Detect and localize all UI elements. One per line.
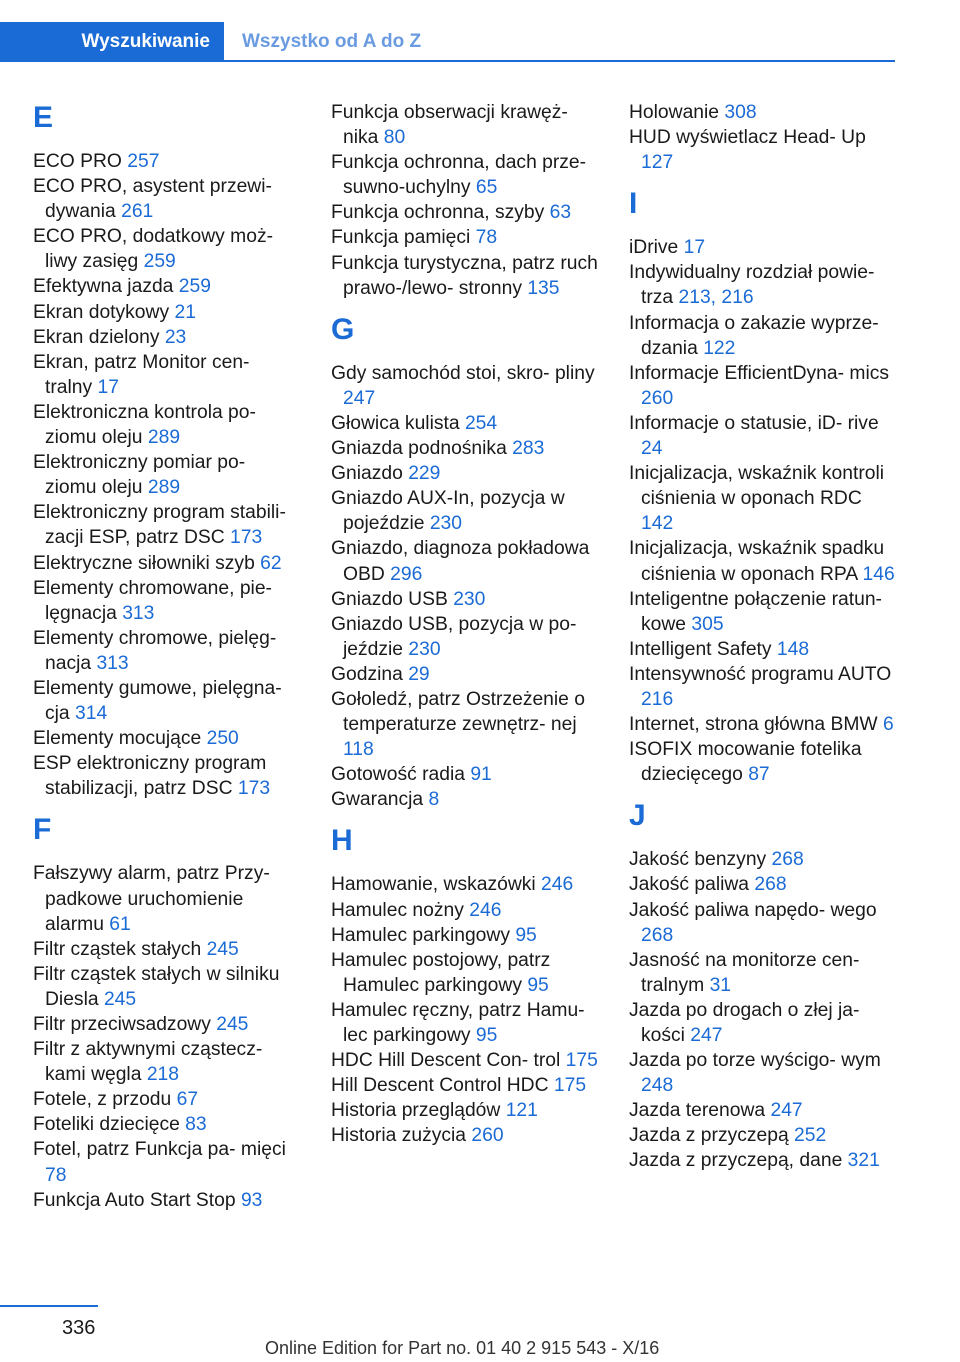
index-entry xyxy=(33,551,301,576)
index-column-1 xyxy=(33,100,301,1213)
index-entry-text: Internet, strona główna BMW xyxy=(629,714,883,736)
page-reference-link[interactable]: 62 xyxy=(260,552,282,574)
index-entry-text: Efektywna jazda xyxy=(33,276,179,298)
index-entry xyxy=(629,100,897,125)
page-reference-link[interactable]: 148 xyxy=(776,638,810,660)
index-entry-text: Hamowanie, wskazówki xyxy=(331,874,542,896)
index-entry-text: Jazda po drogach o złej ja‐ kości xyxy=(629,999,860,1046)
index-entry-text: Fotele, z przodu xyxy=(33,1089,177,1111)
page-reference-link[interactable]: 321 xyxy=(847,1150,880,1172)
index-entry xyxy=(331,762,599,787)
page-reference-link[interactable]: 93 xyxy=(240,1189,263,1211)
index-entry-text: Filtr cząstek stałych w silniku Diesla xyxy=(33,963,280,1010)
index-entry xyxy=(331,461,599,486)
index-entry xyxy=(629,235,897,260)
section-letter: H xyxy=(331,824,353,858)
index-column-3 xyxy=(629,100,897,1174)
page-reference-link[interactable]: 127 xyxy=(641,152,674,174)
index-entry-text: ISOFIX mocowanie fotelika dziecięcego xyxy=(629,739,862,786)
index-entry-text: Historia przeglądów xyxy=(331,1100,506,1122)
index-entry-text: Hamulec postojowy, patrz Hamulec parkingowy xyxy=(331,949,551,996)
index-entry-text: Hamulec ręczny, patrz Hamu‐ lec parkingowy xyxy=(331,999,585,1046)
page-reference-link[interactable]: 80 xyxy=(383,127,406,149)
index-entry xyxy=(629,361,897,411)
page-reference-link[interactable]: 29 xyxy=(408,663,430,685)
index-entry-text: Funkcja turystyczna, patrz ruch prawo-/lewo‐ stronny xyxy=(331,252,598,299)
index-entry xyxy=(331,150,599,200)
index-entry-text: Elektroniczny pomiar po‐ ziomu oleju xyxy=(33,452,246,499)
index-entry xyxy=(33,450,301,500)
page-reference-link[interactable]: 173 xyxy=(230,527,263,549)
index-entry-text: Jazda z przyczepą xyxy=(629,1125,795,1147)
index-entry-text: Jazda terenowa xyxy=(629,1100,771,1122)
index-entry xyxy=(629,1123,897,1148)
index-entry xyxy=(331,662,599,687)
page-reference-link[interactable]: 246 xyxy=(541,874,574,896)
page-reference-link[interactable]: 313 xyxy=(122,602,155,624)
section-letter: G xyxy=(331,312,355,346)
index-entry xyxy=(629,948,897,998)
index-entry xyxy=(629,1148,897,1173)
header-divider xyxy=(224,60,895,62)
index-entry xyxy=(331,872,599,897)
index-entry-text: iDrive xyxy=(629,237,684,259)
index-entry xyxy=(33,350,301,400)
index-entry xyxy=(629,536,897,586)
index-entry xyxy=(629,872,897,897)
index-entry xyxy=(331,1098,599,1123)
page-reference-link[interactable]: 268 xyxy=(641,924,674,946)
index-entry-text: Jazda z przyczepą, dane xyxy=(629,1150,848,1172)
index-entry xyxy=(331,225,599,250)
index-entry xyxy=(33,325,301,350)
page-reference-link[interactable]: 246 xyxy=(469,899,502,921)
index-entry-text: Intelligent Safety xyxy=(629,638,777,660)
index-entry-text: Ekran dzielony xyxy=(33,326,165,348)
index-entry-text: Gniazdo, diagnoza pokładowa OBD xyxy=(331,538,590,585)
index-entry xyxy=(331,486,599,536)
page-reference-link[interactable]: 260 xyxy=(641,387,674,409)
page-reference-link[interactable]: 254 xyxy=(464,412,498,434)
page-reference-link[interactable]: 230 xyxy=(408,638,441,660)
tab-search[interactable]: Wyszukiwanie xyxy=(0,22,224,62)
index-entry-text: Gdy samochód stoi, skro‐ pliny xyxy=(331,362,595,384)
footer-edition-text: Online Edition for Part no. 01 40 2 915 543 - X/16 xyxy=(265,1338,660,1358)
index-entry-text: Informacje o statusie, iD‐ rive xyxy=(629,412,879,434)
page-reference-link[interactable]: 245 xyxy=(216,1014,249,1035)
index-entry-text: Hill Descent Control HDC xyxy=(331,1075,554,1097)
index-entry-text: Elektroniczny program stabili‐ zacji ESP, patrz DSC xyxy=(33,502,286,549)
index-entry xyxy=(331,923,599,948)
index-entry-text: Filtr z aktywnymi cząstecz‐ kami węgla xyxy=(33,1039,263,1086)
section-letter: J xyxy=(629,799,646,833)
index-entry xyxy=(33,626,301,676)
page-reference-link[interactable]: 67 xyxy=(176,1089,199,1111)
index-entry-text: Gniazdo USB, pozycja w po‐ jeździe xyxy=(331,613,577,660)
index-entry-text: Elektryczne siłowniki szyb xyxy=(33,552,261,574)
page-reference-link[interactable]: 289 xyxy=(147,427,181,449)
index-entry-text: Godzina xyxy=(331,663,409,685)
index-entry-text: Gotowość radia xyxy=(331,764,471,786)
index-entry-text: Elementy mocujące xyxy=(33,728,207,750)
index-entry xyxy=(33,1087,301,1112)
index-entry xyxy=(33,937,301,962)
index-entry-text: Fotel, patrz Funkcja pa‐ mięci xyxy=(33,1139,286,1161)
index-entry xyxy=(331,200,599,225)
index-entry xyxy=(33,300,301,325)
page-reference-link[interactable]: 175 xyxy=(565,1050,598,1072)
page-reference-link[interactable]: 175 xyxy=(553,1075,587,1097)
index-entry-text: Hamulec parkingowy xyxy=(331,924,516,946)
index-entry xyxy=(331,612,599,662)
index-entry-text: Elementy gumowe, pielęgna‐ cja xyxy=(33,677,282,725)
index-entry xyxy=(629,637,897,662)
page-reference-link[interactable]: 24 xyxy=(641,438,663,460)
page-reference-link[interactable]: 78 xyxy=(475,227,498,249)
index-entry xyxy=(629,898,897,948)
index-entry xyxy=(33,149,301,174)
index-entry xyxy=(33,274,301,299)
page-reference-link[interactable]: 308 xyxy=(724,102,757,123)
tab-a-to-z[interactable]: Wszystko od A do Z xyxy=(242,31,422,52)
index-entry xyxy=(629,260,897,310)
index-entry-text: Historia zużycia xyxy=(331,1125,472,1147)
index-entry xyxy=(331,361,599,411)
index-entry xyxy=(629,411,897,461)
index-entry xyxy=(629,662,897,712)
page-reference-link[interactable]: 259 xyxy=(178,276,211,298)
index-entry-text: Elektroniczna kontrola po‐ ziomu oleju xyxy=(33,401,256,449)
page-reference-link[interactable]: 283 xyxy=(512,438,545,460)
index-entry xyxy=(33,400,301,450)
index-entry xyxy=(33,1012,301,1037)
index-entry-text: Gwarancja xyxy=(331,789,429,811)
index-entry xyxy=(629,1048,897,1098)
index-entry xyxy=(33,861,301,936)
page-reference-link[interactable]: 245 xyxy=(206,938,239,960)
index-entry-text: Inteligentne połączenie ratun‐ kowe xyxy=(629,588,882,635)
page-reference-link[interactable]: 91 xyxy=(470,764,492,786)
page-reference-link[interactable]: 313 xyxy=(96,652,129,674)
index-entry-text: ECO PRO xyxy=(33,151,128,172)
index-entry xyxy=(629,712,897,737)
index-entry-text: Indywidualny rozdział powie‐ trza xyxy=(629,262,875,309)
footer-divider xyxy=(0,1305,98,1307)
page-reference-link[interactable]: 87 xyxy=(748,764,770,786)
index-entry xyxy=(331,1048,599,1073)
page-reference-link[interactable]: 268 xyxy=(771,849,804,871)
index-entry-text: ESP elektroniczny program stabilizacji, patrz DSC xyxy=(33,753,267,800)
page-reference-link[interactable]: 248 xyxy=(641,1075,674,1097)
index-entry-text: HUD wyświetlacz Head- Up xyxy=(629,127,866,149)
page-reference-link[interactable]: 17 xyxy=(683,237,706,259)
page-reference-link[interactable]: 296 xyxy=(390,563,423,585)
index-entry xyxy=(33,224,301,274)
index-entry-text: Funkcja ochronna, dach prze‐ suwno-uchylny xyxy=(331,152,587,199)
page-reference-link[interactable]: 259 xyxy=(143,251,176,273)
page-reference-link[interactable]: 78 xyxy=(45,1164,67,1186)
index-entry-text: Jakość benzyny xyxy=(629,849,772,871)
page-reference-link[interactable]: 142 xyxy=(641,513,674,535)
page-reference-link[interactable]: 6 xyxy=(882,714,894,736)
top-navigation xyxy=(0,22,895,62)
index-entry xyxy=(629,311,897,361)
page-reference-link[interactable]: 63 xyxy=(549,202,572,224)
index-entry-text: Funkcja pamięci xyxy=(331,227,476,249)
index-entry-text: Gniazdo xyxy=(331,463,409,485)
index-entry-text: Intensywność programu AUTO xyxy=(629,663,892,685)
index-entry xyxy=(331,587,599,612)
index-entry xyxy=(33,1037,301,1087)
index-entry xyxy=(331,411,599,436)
index-entry xyxy=(33,576,301,626)
page-reference-link[interactable]: 21 xyxy=(174,301,196,323)
page-reference-link[interactable]: 17 xyxy=(97,376,119,398)
index-entry xyxy=(33,1112,301,1137)
page-reference-link[interactable]: 314 xyxy=(75,703,108,725)
index-entry-text: Holowanie xyxy=(629,102,725,123)
page-reference-link[interactable]: 8 xyxy=(428,789,440,811)
page-reference-link[interactable]: 95 xyxy=(527,974,549,996)
index-entry-text: Głowica kulista xyxy=(331,412,465,434)
index-entry-text: Funkcja obserwacji krawęż‐ nika xyxy=(331,102,568,149)
index-entry xyxy=(33,1137,301,1187)
index-entry xyxy=(629,587,897,637)
index-entry-text: Jasność na monitorze cen‐ tralnym xyxy=(629,949,860,996)
index-entry-text: Funkcja Auto Start Stop xyxy=(33,1189,241,1211)
page-reference-link[interactable]: 261 xyxy=(121,201,154,223)
index-entry-text: Ekran dotykowy xyxy=(33,301,175,323)
page-reference-link[interactable]: 250 xyxy=(206,728,239,750)
index-entry-text: Informacja o zakazie wyprze‐ dzania xyxy=(629,312,879,359)
page-reference-link[interactable]: 230 xyxy=(453,588,486,610)
page-reference-link[interactable]: 213, 216 xyxy=(678,287,754,309)
page-reference-link[interactable]: 61 xyxy=(109,913,131,935)
page-reference-link[interactable]: 173 xyxy=(237,778,271,800)
index-entry xyxy=(331,100,599,150)
index-entry xyxy=(629,125,897,175)
index-entry xyxy=(629,461,897,536)
index-entry-text: Inicjalizacja, wskaźnik kontroli ciśnienia w oponach RDC xyxy=(629,463,885,510)
index-entry-text: Gniazda podnośnika xyxy=(331,438,513,460)
index-entry xyxy=(33,751,301,801)
index-entry-text: Elementy chromowane, pie‐ lęgnacja xyxy=(33,577,272,624)
page-reference-link[interactable]: 31 xyxy=(709,974,732,996)
section-letter: F xyxy=(33,813,52,847)
index-entry-text: Elementy chromowe, pielęg‐ nacja xyxy=(33,627,277,674)
page-reference-link[interactable]: 95 xyxy=(475,1025,498,1046)
index-entry xyxy=(331,436,599,461)
index-entry xyxy=(629,998,897,1048)
page-reference-link[interactable]: 260 xyxy=(471,1125,504,1147)
index-entry-text: Filtr przeciwsadzowy xyxy=(33,1014,217,1035)
page-reference-link[interactable]: 247 xyxy=(770,1100,803,1122)
index-entry xyxy=(33,500,301,550)
index-entry-text: Inicjalizacja, wskaźnik spadku ciśnienia w oponach RPA xyxy=(629,538,885,585)
page-reference-link[interactable]: 146 xyxy=(862,563,895,585)
page-reference-link[interactable]: 229 xyxy=(408,463,441,485)
index-entry xyxy=(331,948,599,998)
page-reference-link[interactable]: 268 xyxy=(754,874,787,896)
index-entry xyxy=(33,676,301,726)
index-entry xyxy=(331,251,599,301)
index-entry-text: Funkcja ochronna, szyby xyxy=(331,202,550,224)
index-entry xyxy=(33,962,301,1012)
index-entry xyxy=(629,847,897,872)
index-entry xyxy=(331,536,599,586)
index-entry xyxy=(629,1098,897,1123)
page-reference-link[interactable]: 247 xyxy=(343,387,376,409)
page-reference-link[interactable]: 247 xyxy=(690,1025,723,1046)
section-letter: I xyxy=(629,187,638,221)
index-entry xyxy=(629,737,897,787)
index-entry-text: Gniazdo USB xyxy=(331,588,454,610)
index-entry xyxy=(331,1073,599,1098)
index-entry xyxy=(33,726,301,751)
index-entry xyxy=(33,1188,301,1213)
page-reference-link[interactable]: 289 xyxy=(147,477,181,499)
page-reference-link[interactable]: 216 xyxy=(641,688,674,710)
index-entry-text: Jakość paliwa xyxy=(629,874,755,896)
index-entry-text: Foteliki dziecięce xyxy=(33,1114,186,1136)
index-entry-text: Filtr cząstek stałych xyxy=(33,938,207,960)
page-reference-link[interactable]: 118 xyxy=(343,739,374,761)
index-entry xyxy=(33,174,301,224)
page-reference-link[interactable]: 252 xyxy=(794,1125,827,1147)
page-reference-link[interactable]: 257 xyxy=(127,151,160,172)
page-reference-link[interactable]: 122 xyxy=(703,337,736,359)
page-reference-link[interactable]: 245 xyxy=(103,988,137,1010)
page-number: 336 xyxy=(62,1317,96,1339)
index-entry-text: Ekran, patrz Monitor cen‐ tralny xyxy=(33,351,250,398)
page-reference-link[interactable]: 218 xyxy=(146,1064,179,1086)
page-reference-link[interactable]: 95 xyxy=(515,924,537,946)
index-entry-text: Fałszywy alarm, patrz Przy‐ padkowe uruchomienie alarmu xyxy=(33,863,270,935)
page-reference-link[interactable]: 83 xyxy=(185,1114,207,1136)
index-entry xyxy=(331,787,599,812)
index-entry-text: Jakość paliwa napędo‐ wego xyxy=(629,899,877,921)
index-entry-text: Informacje EfficientDyna‐ mics xyxy=(629,362,890,384)
page-reference-link[interactable]: 230 xyxy=(429,513,462,535)
index-entry xyxy=(331,998,599,1048)
index-entry-text: HDC Hill Descent Con‐ trol xyxy=(331,1050,566,1072)
index-entry-text: Gołoledź, patrz Ostrzeżenie o temperaturze zewnętrz‐ nej xyxy=(331,688,585,736)
page-reference-link[interactable]: 121 xyxy=(505,1100,538,1122)
index-entry xyxy=(331,898,599,923)
page-reference-link[interactable]: 135 xyxy=(527,277,560,299)
page-reference-link[interactable]: 65 xyxy=(475,177,498,199)
index-entry-text: ECO PRO, dodatkowy moż‐ liwy zasięg xyxy=(33,226,274,273)
section-letter: E xyxy=(33,101,54,134)
index-entry-text: Hamulec nożny xyxy=(331,899,470,921)
index-column-2 xyxy=(331,100,599,1148)
index-entry-text: Gniazdo AUX-In, pozycja w pojeździe xyxy=(331,488,565,535)
page-reference-link[interactable]: 305 xyxy=(691,613,724,635)
index-entry xyxy=(331,1123,599,1148)
index-entry-text: ECO PRO, asystent przewi‐ dywania xyxy=(33,176,272,223)
index-entry xyxy=(331,687,599,762)
page-reference-link[interactable]: 23 xyxy=(164,326,187,348)
index-entry-text: Jazda po torze wyścigo‐ wym xyxy=(629,1050,881,1072)
